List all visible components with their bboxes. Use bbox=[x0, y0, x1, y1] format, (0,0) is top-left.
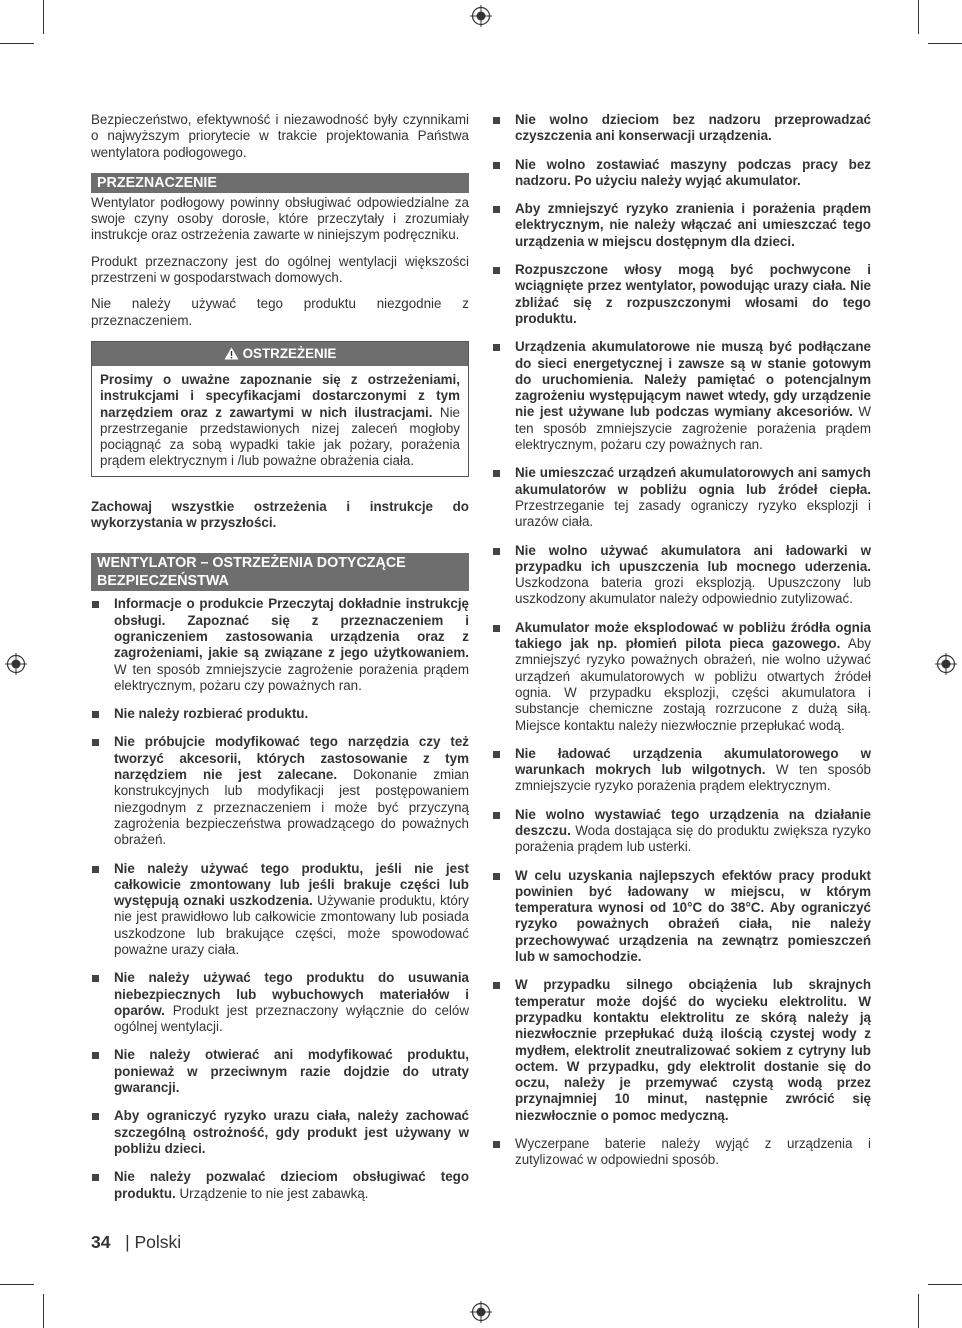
bullet-square-icon bbox=[493, 812, 500, 819]
registration-mark-icon bbox=[935, 653, 957, 675]
item-normal-text: Używanie produktu, który nie jest prawidłowo lub całkowicie zmontowany lub posiada uszkodzone lub brakujące części, może spowodować poważne urazy ciała. bbox=[114, 893, 469, 957]
list-item bbox=[492, 746, 871, 795]
crop-mark bbox=[918, 1294, 919, 1328]
item-bold-text: Urządzenia akumulatorowe nie muszą być podłączane do sieci energetycznej i zawsze są w stanie gotowym do uruchomienia. Należy pamiętać o potencjalnym zagrożeniu występującym nawet wtedy, gdy urządzenie nie jest używane lub podczas wymiany akcesoriów. bbox=[515, 339, 871, 420]
list-item bbox=[492, 112, 871, 145]
bullet-square-icon bbox=[92, 866, 99, 873]
item-bold-text: W celu uzyskania najlepszych efektów pracy produkt powinien być ładowany w miejscu, w którym temperatura wynosi od 10°C do 38°C. Aby ograniczyć ryzyko poważnych obrażeń ciała, nie należy przechowywać urządzenia na zewnątrz pomieszczeń lub w samochodzie. bbox=[515, 867, 871, 965]
list-item bbox=[91, 596, 469, 694]
warning-text-normal: Nie przestrzeganie przedstawionych nizej zaleceń mogłoby pociągnąć za sobą wypadki takie jak pożary, porażenia prądem elektrycznym i /lub poważne obrażenia ciała. bbox=[100, 404, 460, 469]
purpose-paragraph: Wentylator podłogowy powinny obsługiwać odpowiedzialne za swoje czyny osoby dorosłe, które przeczytały i zrozumiały instrukcje oraz ostrzeżenia zawarte w niniejszym podręczniku. bbox=[91, 194, 469, 243]
list-item bbox=[492, 262, 871, 327]
list-item bbox=[492, 620, 871, 734]
registration-mark-icon bbox=[470, 1301, 492, 1323]
language-label: | Polski bbox=[125, 1232, 182, 1252]
item-bold-text: Akumulator może eksplodować w pobliżu źródła ognia takiego jak np. płomień pilota pieca gazowego. bbox=[515, 619, 871, 652]
list-item bbox=[492, 465, 871, 530]
warning-triangle-icon bbox=[224, 347, 239, 360]
item-bold-text: Nie umieszczać urządzeń akumulatorowych ani samych akumulatorów w pobliżu ognia lub źródeł ciepła. bbox=[515, 465, 871, 497]
bullet-square-icon bbox=[493, 873, 500, 880]
item-normal-text: Wyczerpane baterie należy wyjąć z urządzenia i zutylizować w odpowiedni sposób. bbox=[515, 1136, 871, 1168]
bullet-square-icon bbox=[493, 470, 500, 477]
bullet-square-icon bbox=[92, 1174, 99, 1181]
item-normal-text: W ten sposób zmniejszycie zagrożenie porażenia prądem elektrycznym, pożaru czy poważnych ran. bbox=[515, 404, 871, 453]
item-bold-text: W przypadku silnego obciążenia lub skrajnych temperatur może dojść do wycieku elektrolitu. W przypadku kontaktu elektrolitu ze skórą należy ją niezwłocznie przepłukać dużą ilością czystej wody z mydłem, elektrolit zneutralizować sokiem z cytryny lub octem. W przypadku, gdy elektrolit dostanie się do oczu, należy je przemywać czystą wodą przez przynajmniej 10 minut, następnie zwrócić się niezwłocznie o pomoc medyczną. bbox=[515, 977, 871, 1123]
bullet-square-icon bbox=[92, 1052, 99, 1059]
item-bold-text: Nie wolno używać akumulatora ani ładowarki w przypadku ich upuszczenia lub mocnego uderzenia. bbox=[515, 542, 871, 574]
bullet-square-icon bbox=[92, 711, 99, 718]
bullet-square-icon bbox=[493, 982, 500, 989]
list-item bbox=[91, 706, 469, 722]
section-heading-fan-safety: WENTYLATOR – OSTRZEŻENIA DOTYCZĄCE BEZPIECZEŃSTWA bbox=[91, 553, 469, 591]
item-normal-text: Uszkodzona bateria grozi eksplozją. Upuszczony lub uszkodzony akumulator należy odpowiednio zutylizować. bbox=[515, 575, 871, 607]
item-normal-text: Woda dostająca się do produktu zwiększa ryzyko porażenia prądem lub usterki. bbox=[515, 822, 871, 855]
bullet-square-icon bbox=[493, 206, 500, 213]
bullet-square-icon bbox=[92, 601, 99, 608]
item-normal-text: Urządzenie to nie jest zabawką. bbox=[175, 1185, 369, 1201]
list-item bbox=[492, 977, 871, 1124]
item-normal-text: Przestrzeganie tej zasady ograniczy ryzyko eksplozji i urazów ciała. bbox=[515, 497, 871, 530]
item-bold-text: Nie należy rozbierać produktu. bbox=[114, 706, 309, 722]
safety-list-right bbox=[492, 112, 871, 1169]
right-column bbox=[492, 112, 871, 1181]
list-item bbox=[91, 1047, 469, 1096]
left-column bbox=[91, 112, 469, 1214]
bullet-square-icon bbox=[493, 267, 500, 274]
list-item bbox=[492, 201, 871, 250]
intro-paragraph: Bezpieczeństwo, efektywność i niezawodność były czynnikami o najwyższym priorytecie w trakcie projektowania Państwa wentylatora podłogowego. bbox=[91, 112, 469, 160]
item-bold-text: Aby zmniejszyć ryzyko zranienia i porażenia prądem elektrycznym, nie należy włączać ani umieszczać tego urządzenia w miejscu dostępnym dla dzieci. bbox=[515, 201, 871, 249]
list-item bbox=[91, 970, 469, 1035]
bullet-square-icon bbox=[493, 117, 500, 124]
keep-instructions-note: Zachowaj wszystkie ostrzeżenia i instrukcje do wykorzystania w przyszłości. bbox=[91, 498, 469, 531]
item-bold-text: Nie wolno dzieciom bez nadzoru przeprowadzać czyszczenia ani konserwacji urządzenia. bbox=[515, 112, 871, 144]
warning-box bbox=[91, 341, 469, 477]
item-bold-text: Nie ładować urządzenia akumulatorowego w warunkach mokrych lub wilgotnych. bbox=[515, 745, 871, 778]
item-bold-text: Nie wolno zostawiać maszyny podczas pracy bez nadzoru. Po użyciu należy wyjąć akumulator. bbox=[515, 156, 871, 188]
crop-mark bbox=[43, 0, 44, 34]
item-bold-text: Nie należy otwierać ani modyfikować produktu, ponieważ w przeciwnym razie dojdzie do utraty gwarancji. bbox=[114, 1047, 469, 1096]
bullet-square-icon bbox=[92, 1113, 99, 1120]
item-normal-text: W ten sposób zmniejszycie zagrożenie porażenia prądem elektrycznym, pożaru czy poważnych ran. bbox=[114, 661, 469, 693]
safety-list-left bbox=[91, 596, 469, 1202]
list-item bbox=[91, 1108, 469, 1157]
item-normal-text: Produkt jest przeznaczony wyłącznie do celów ogólnej wentylacji. bbox=[114, 1002, 469, 1035]
item-normal-text: Dokonanie zmian konstrukcyjnych lub modyfikacji jest postępowaniem niezgodnym z przeznaczeniem i może być przyczyną zagrożenia bezpieczeństwa prowadzącego do poważnych obrażeń. bbox=[114, 767, 469, 848]
bullet-square-icon bbox=[493, 344, 500, 351]
list-item bbox=[492, 339, 871, 453]
list-item bbox=[492, 868, 871, 966]
item-bold-text: Nie należy używać tego produktu do usuwania niebezpiecznych lub wybuchowych materiałów i oparów. bbox=[114, 970, 469, 1018]
registration-mark-icon bbox=[470, 5, 492, 27]
item-normal-text: W ten sposób zmniejszycie ryzyko porażenia prądem elektrycznym. bbox=[515, 762, 871, 794]
purpose-paragraph: Nie należy używać tego produktu niezgodnie z przeznaczeniem. bbox=[91, 296, 469, 328]
bullet-square-icon bbox=[493, 548, 500, 555]
list-item bbox=[492, 157, 871, 190]
purpose-paragraph: Produkt przeznaczony jest do ogólnej wentylacji większości przestrzeni w gospodarstwach domowych. bbox=[91, 253, 469, 286]
bullet-square-icon bbox=[493, 751, 500, 758]
page-footer bbox=[91, 1231, 181, 1253]
section-heading-purpose: PRZEZNACZENIE bbox=[91, 173, 469, 193]
bullet-square-icon bbox=[493, 625, 500, 632]
item-bold-text: Aby ograniczyć ryzyko urazu ciała, należy zachować szczególną ostrożność, gdy produkt jest używany w pobliżu dzieci. bbox=[114, 1108, 469, 1156]
item-bold-text: Nie wolno wystawiać tego urządzenia na działanie deszczu. bbox=[515, 806, 871, 838]
crop-mark bbox=[928, 1284, 962, 1285]
registration-mark-icon bbox=[5, 653, 27, 675]
bullet-square-icon bbox=[493, 162, 500, 169]
item-bold-text: Nie należy pozwalać dzieciom obsługiwać tego produktu. bbox=[114, 1169, 469, 1201]
list-item bbox=[91, 861, 469, 959]
crop-mark bbox=[0, 43, 34, 44]
list-item bbox=[492, 1136, 871, 1169]
item-normal-text: Aby zmniejszyć ryzyko poważnych obrażeń, nie wolno używać urządzeń akumulatorowych w pobliżu otwartych źródeł ognia. W przypadku eksplozji, części akumulatora i substancje chemiczne zostają rozrzucone z dużą siłą. Miejsce kontaktu należy niezwłocznie przepłukać wodą. bbox=[515, 636, 871, 733]
crop-mark bbox=[918, 0, 919, 34]
bullet-square-icon bbox=[92, 975, 99, 982]
list-item bbox=[91, 734, 469, 848]
list-item bbox=[492, 807, 871, 856]
bullet-square-icon bbox=[493, 1141, 500, 1148]
crop-mark bbox=[928, 43, 962, 44]
crop-mark bbox=[43, 1294, 44, 1328]
warning-text-bold: Prosimy o uważne zapoznanie się z ostrzeżeniami, instrukcjami i specyfikacjami dostarczonymi z tym narzędziem oraz z zawartymi w nich ilustracjami. bbox=[100, 371, 460, 420]
crop-mark bbox=[0, 1284, 34, 1285]
item-bold-text: Nie należy używać tego produktu, jeśli nie jest całkowicie zmontowany lub jeśli brakuje części lub występują oznaki uszkodzenia. bbox=[114, 860, 469, 909]
page-number: 34 bbox=[91, 1232, 111, 1252]
item-bold-text: Nie próbujcie modyfikować tego narzędzia czy też tworzyć akcesorii, których zastosowanie z tym narzędziem nie jest zalecane. bbox=[114, 734, 469, 783]
warning-header bbox=[92, 342, 468, 366]
warning-title: OSTRZEŻENIE bbox=[242, 345, 337, 361]
item-bold-text: Informacje o produkcie Przeczytaj dokładnie instrukcję obsługi. Zapoznać się z przeznaczeniem i ograniczeniem zastosowania urządzenia oraz z zagrożeniami, jakie są związane z jego użytkowaniem. bbox=[114, 596, 469, 661]
warning-text bbox=[92, 366, 468, 476]
bullet-square-icon bbox=[92, 739, 99, 746]
list-item bbox=[91, 1169, 469, 1202]
list-item bbox=[492, 543, 871, 608]
item-bold-text: Rozpuszczone włosy mogą być pochwycone i wciągnięte przez wentylator, powodując urazy ciała. Nie zbliżać się z rozpuszczonymi włosami do tego produktu. bbox=[515, 262, 871, 326]
